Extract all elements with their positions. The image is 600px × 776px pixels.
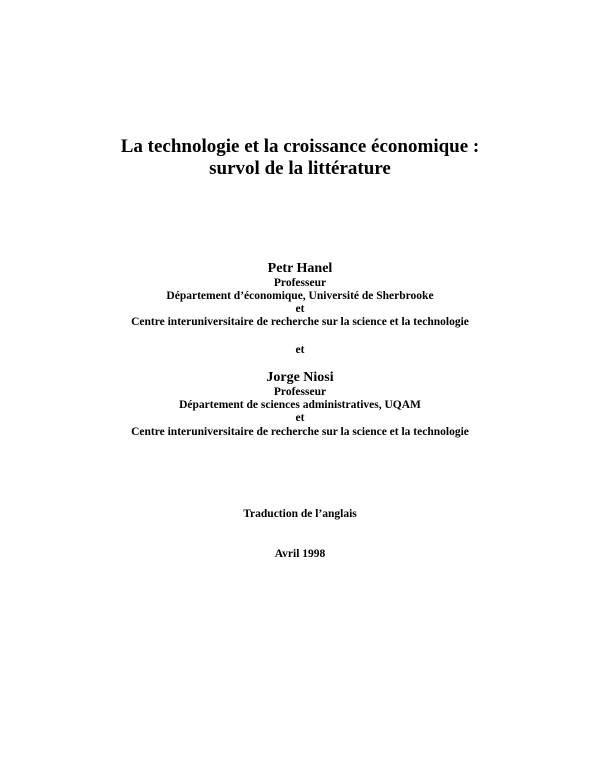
affiliation-conjunction: et — [295, 412, 305, 424]
author-role: Professeur — [273, 277, 327, 289]
author-name: Petr Hanel — [267, 261, 333, 276]
author-separator: et — [295, 344, 305, 356]
affiliation-conjunction: et — [295, 303, 305, 315]
document-title-line-1: La technologie et la croissance économique : — [120, 136, 480, 157]
author-role: Professeur — [273, 386, 327, 398]
translation-note: Traduction de l’anglais — [243, 508, 357, 520]
author-affiliation: Département d’économique, Université de Sherbrooke — [166, 290, 434, 302]
author-research-center: Centre interuniversitaire de recherche sur la science et la technologie — [131, 316, 469, 328]
author-research-center: Centre interuniversitaire de recherche sur la science et la technologie — [131, 426, 469, 438]
author-name: Jorge Niosi — [266, 370, 334, 385]
document-title-line-2: survol de la littérature — [209, 158, 391, 179]
publication-date: Avril 1998 — [274, 548, 326, 560]
author-affiliation: Département de sciences administratives, UQAM — [179, 399, 421, 411]
